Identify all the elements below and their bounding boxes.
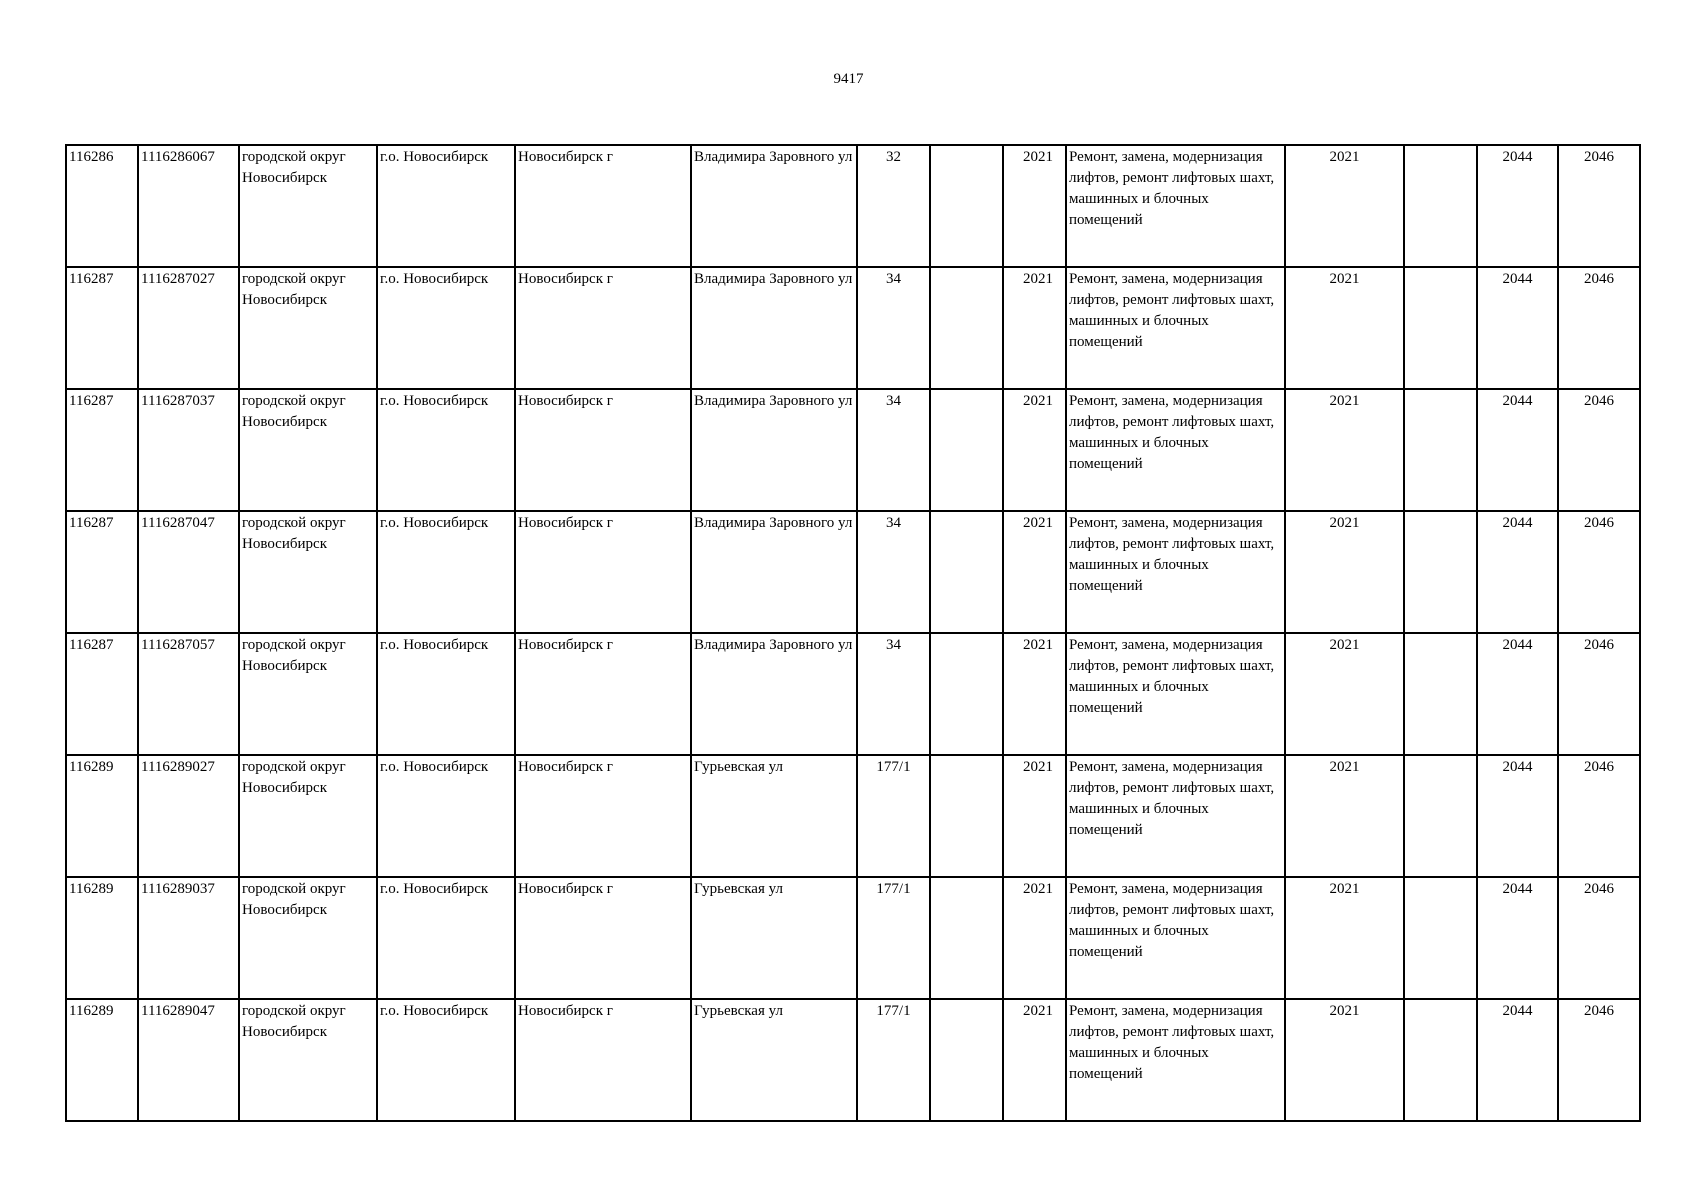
cell-id: 116289 <box>66 999 138 1121</box>
cell-street: Гурьевская ул <box>691 999 857 1121</box>
cell-year-work: 2021 <box>1285 877 1404 999</box>
cell-code: 1116289037 <box>138 877 239 999</box>
cell-empty <box>1404 267 1477 389</box>
cell-work-type: Ремонт, замена, модернизация лифтов, ремонт лифтовых шахт, машинных и блочных помещений <box>1066 145 1285 267</box>
cell-code: 1116287047 <box>138 511 239 633</box>
cell-municipality: городской округ Новосибирск <box>239 389 377 511</box>
cell-year-work: 2021 <box>1285 511 1404 633</box>
cell-year-work: 2021 <box>1285 755 1404 877</box>
cell-district: г.о. Новосибирск <box>377 633 515 755</box>
cell-year-from: 2044 <box>1477 267 1558 389</box>
cell-empty <box>930 389 1003 511</box>
page-number: 9417 <box>833 71 864 87</box>
cell-district: г.о. Новосибирск <box>377 267 515 389</box>
cell-empty <box>1404 999 1477 1121</box>
cell-work-type: Ремонт, замена, модернизация лифтов, ремонт лифтовых шахт, машинных и блочных помещений <box>1066 999 1285 1121</box>
cell-street: Гурьевская ул <box>691 755 857 877</box>
cell-id: 116287 <box>66 389 138 511</box>
cell-id: 116287 <box>66 267 138 389</box>
cell-id: 116287 <box>66 633 138 755</box>
cell-code: 1116287027 <box>138 267 239 389</box>
cell-year-plan: 2021 <box>1003 511 1066 633</box>
cell-municipality: городской округ Новосибирск <box>239 145 377 267</box>
table-row <box>66 633 1640 755</box>
cell-street: Владимира Заровного ул <box>691 511 857 633</box>
cell-municipality: городской округ Новосибирск <box>239 755 377 877</box>
cell-code: 1116289047 <box>138 999 239 1121</box>
cell-year-from: 2044 <box>1477 755 1558 877</box>
cell-work-type: Ремонт, замена, модернизация лифтов, ремонт лифтовых шахт, машинных и блочных помещений <box>1066 389 1285 511</box>
table-row <box>66 511 1640 633</box>
cell-year-from: 2044 <box>1477 999 1558 1121</box>
cell-empty <box>930 755 1003 877</box>
cell-city: Новосибирск г <box>515 389 691 511</box>
cell-id: 116289 <box>66 755 138 877</box>
cell-street: Владимира Заровного ул <box>691 389 857 511</box>
cell-work-type: Ремонт, замена, модернизация лифтов, ремонт лифтовых шахт, машинных и блочных помещений <box>1066 877 1285 999</box>
cell-id: 116286 <box>66 145 138 267</box>
cell-code: 1116289027 <box>138 755 239 877</box>
cell-house: 177/1 <box>857 877 930 999</box>
cell-empty <box>930 999 1003 1121</box>
cell-year-to: 2046 <box>1558 145 1640 267</box>
cell-municipality: городской округ Новосибирск <box>239 877 377 999</box>
cell-code: 1116286067 <box>138 145 239 267</box>
table-row <box>66 145 1640 267</box>
cell-year-from: 2044 <box>1477 877 1558 999</box>
cell-year-to: 2046 <box>1558 755 1640 877</box>
cell-code: 1116287057 <box>138 633 239 755</box>
cell-empty <box>930 145 1003 267</box>
cell-year-from: 2044 <box>1477 511 1558 633</box>
cell-year-plan: 2021 <box>1003 389 1066 511</box>
table-row <box>66 999 1640 1121</box>
cell-code: 1116287037 <box>138 389 239 511</box>
cell-empty <box>1404 145 1477 267</box>
table-row <box>66 389 1640 511</box>
cell-house: 34 <box>857 633 930 755</box>
cell-house: 34 <box>857 267 930 389</box>
cell-year-plan: 2021 <box>1003 267 1066 389</box>
cell-city: Новосибирск г <box>515 633 691 755</box>
cell-work-type: Ремонт, замена, модернизация лифтов, ремонт лифтовых шахт, машинных и блочных помещений <box>1066 755 1285 877</box>
cell-empty <box>930 877 1003 999</box>
cell-year-work: 2021 <box>1285 145 1404 267</box>
table-body <box>66 145 1640 1121</box>
cell-district: г.о. Новосибирск <box>377 511 515 633</box>
cell-year-plan: 2021 <box>1003 145 1066 267</box>
cell-city: Новосибирск г <box>515 145 691 267</box>
cell-year-to: 2046 <box>1558 877 1640 999</box>
cell-empty <box>1404 877 1477 999</box>
cell-district: г.о. Новосибирск <box>377 755 515 877</box>
cell-year-work: 2021 <box>1285 999 1404 1121</box>
cell-house: 34 <box>857 389 930 511</box>
cell-empty <box>930 267 1003 389</box>
cell-empty <box>1404 389 1477 511</box>
cell-empty <box>1404 511 1477 633</box>
cell-empty <box>1404 633 1477 755</box>
table-row <box>66 755 1640 877</box>
register-table <box>65 144 1641 1122</box>
cell-empty <box>930 633 1003 755</box>
cell-street: Владимира Заровного ул <box>691 633 857 755</box>
cell-year-to: 2046 <box>1558 633 1640 755</box>
cell-city: Новосибирск г <box>515 755 691 877</box>
cell-district: г.о. Новосибирск <box>377 145 515 267</box>
cell-id: 116289 <box>66 877 138 999</box>
cell-empty <box>930 511 1003 633</box>
cell-year-plan: 2021 <box>1003 755 1066 877</box>
cell-district: г.о. Новосибирск <box>377 389 515 511</box>
cell-city: Новосибирск г <box>515 999 691 1121</box>
cell-work-type: Ремонт, замена, модернизация лифтов, ремонт лифтовых шахт, машинных и блочных помещений <box>1066 267 1285 389</box>
cell-year-from: 2044 <box>1477 145 1558 267</box>
cell-year-plan: 2021 <box>1003 877 1066 999</box>
cell-street: Гурьевская ул <box>691 877 857 999</box>
cell-work-type: Ремонт, замена, модернизация лифтов, ремонт лифтовых шахт, машинных и блочных помещений <box>1066 633 1285 755</box>
cell-city: Новосибирск г <box>515 877 691 999</box>
table-row <box>66 877 1640 999</box>
cell-street: Владимира Заровного ул <box>691 267 857 389</box>
cell-municipality: городской округ Новосибирск <box>239 633 377 755</box>
cell-year-from: 2044 <box>1477 633 1558 755</box>
table-row <box>66 267 1640 389</box>
cell-year-from: 2044 <box>1477 389 1558 511</box>
cell-year-plan: 2021 <box>1003 633 1066 755</box>
cell-work-type: Ремонт, замена, модернизация лифтов, ремонт лифтовых шахт, машинных и блочных помещений <box>1066 511 1285 633</box>
cell-year-work: 2021 <box>1285 633 1404 755</box>
cell-street: Владимира Заровного ул <box>691 145 857 267</box>
cell-house: 34 <box>857 511 930 633</box>
cell-year-to: 2046 <box>1558 999 1640 1121</box>
cell-house: 177/1 <box>857 755 930 877</box>
cell-id: 116287 <box>66 511 138 633</box>
cell-district: г.о. Новосибирск <box>377 877 515 999</box>
cell-house: 32 <box>857 145 930 267</box>
cell-municipality: городской округ Новосибирск <box>239 511 377 633</box>
cell-district: г.о. Новосибирск <box>377 999 515 1121</box>
cell-year-work: 2021 <box>1285 267 1404 389</box>
cell-municipality: городской округ Новосибирск <box>239 999 377 1121</box>
cell-year-to: 2046 <box>1558 389 1640 511</box>
cell-empty <box>1404 755 1477 877</box>
cell-municipality: городской округ Новосибирск <box>239 267 377 389</box>
cell-year-to: 2046 <box>1558 511 1640 633</box>
cell-year-work: 2021 <box>1285 389 1404 511</box>
cell-year-plan: 2021 <box>1003 999 1066 1121</box>
cell-year-to: 2046 <box>1558 267 1640 389</box>
cell-city: Новосибирск г <box>515 267 691 389</box>
cell-house: 177/1 <box>857 999 930 1121</box>
cell-city: Новосибирск г <box>515 511 691 633</box>
